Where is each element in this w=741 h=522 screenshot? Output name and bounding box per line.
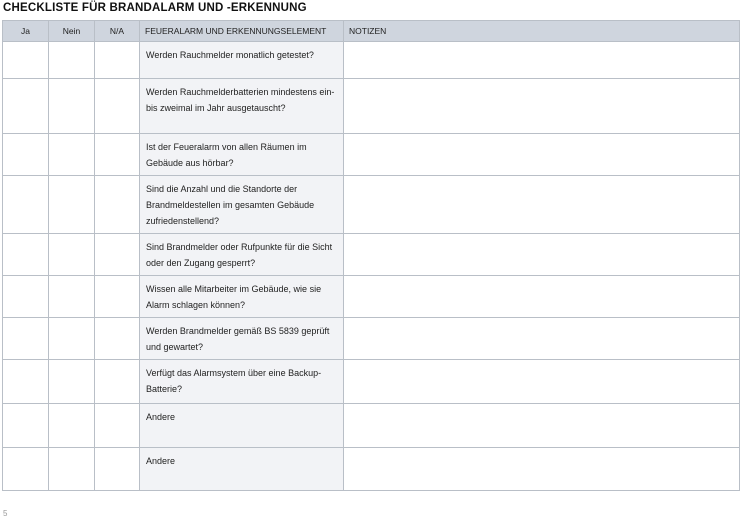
- table-row: [3, 234, 740, 276]
- notes-cell[interactable]: [344, 234, 740, 276]
- table-header-row: [3, 21, 740, 42]
- header-notes: NOTIZEN: [344, 21, 740, 42]
- notes-cell[interactable]: [344, 404, 740, 448]
- ja-cell[interactable]: [3, 448, 49, 491]
- question-text: Verfügt das Alarmsystem über eine Backup-Batterie?: [140, 360, 344, 404]
- nein-cell[interactable]: [49, 448, 95, 491]
- table-row: [3, 404, 740, 448]
- question-text: Sind Brandmelder oder Rufpunkte für die Sicht oder den Zugang gesperrt?: [140, 234, 344, 276]
- notes-cell[interactable]: [344, 448, 740, 491]
- na-cell[interactable]: [95, 448, 140, 491]
- nein-cell[interactable]: [49, 134, 95, 176]
- notes-cell[interactable]: [344, 176, 740, 234]
- question-text: Andere: [140, 448, 344, 491]
- header-na: N/A: [95, 21, 140, 42]
- question-text: Werden Rauchmelder monatlich getestet?: [140, 42, 344, 79]
- question-text: Wissen alle Mitarbeiter im Gebäude, wie sie Alarm schlagen können?: [140, 276, 344, 318]
- nein-cell[interactable]: [49, 276, 95, 318]
- table-row: [3, 79, 740, 134]
- question-text: Ist der Feueralarm von allen Räumen im Gebäude aus hörbar?: [140, 134, 344, 176]
- nein-cell[interactable]: [49, 79, 95, 134]
- question-text: Werden Brandmelder gemäß BS 5839 geprüft und gewartet?: [140, 318, 344, 360]
- na-cell[interactable]: [95, 318, 140, 360]
- table-row: [3, 318, 740, 360]
- ja-cell[interactable]: [3, 79, 49, 134]
- ja-cell[interactable]: [3, 176, 49, 234]
- nein-cell[interactable]: [49, 360, 95, 404]
- table-row: [3, 276, 740, 318]
- table-row: [3, 176, 740, 234]
- notes-cell[interactable]: [344, 318, 740, 360]
- checklist-table: [2, 20, 740, 491]
- table-row: [3, 360, 740, 404]
- na-cell[interactable]: [95, 404, 140, 448]
- notes-cell[interactable]: [344, 79, 740, 134]
- page-title: CHECKLISTE FÜR BRANDALARM UND -ERKENNUNG: [3, 2, 307, 14]
- ja-cell[interactable]: [3, 276, 49, 318]
- ja-cell[interactable]: [3, 42, 49, 79]
- na-cell[interactable]: [95, 276, 140, 318]
- na-cell[interactable]: [95, 134, 140, 176]
- question-text: Werden Rauchmelderbatterien mindestens ein- bis zweimal im Jahr ausgetauscht?: [140, 79, 344, 134]
- notes-cell[interactable]: [344, 276, 740, 318]
- ja-cell[interactable]: [3, 404, 49, 448]
- header-element: FEUERALARM UND ERKENNUNGSELEMENT: [140, 21, 344, 42]
- nein-cell[interactable]: [49, 404, 95, 448]
- question-text: Sind die Anzahl und die Standorte der Brandmeldestellen im gesamten Gebäude zufriedenstellend?: [140, 176, 344, 234]
- ja-cell[interactable]: [3, 134, 49, 176]
- na-cell[interactable]: [95, 79, 140, 134]
- question-text: Andere: [140, 404, 344, 448]
- header-nein: Nein: [49, 21, 95, 42]
- notes-cell[interactable]: [344, 134, 740, 176]
- na-cell[interactable]: [95, 360, 140, 404]
- page-number: 5: [3, 509, 8, 518]
- ja-cell[interactable]: [3, 234, 49, 276]
- table-row: [3, 134, 740, 176]
- table-row: [3, 448, 740, 491]
- na-cell[interactable]: [95, 42, 140, 79]
- ja-cell[interactable]: [3, 360, 49, 404]
- header-ja: Ja: [3, 21, 49, 42]
- notes-cell[interactable]: [344, 360, 740, 404]
- na-cell[interactable]: [95, 234, 140, 276]
- nein-cell[interactable]: [49, 42, 95, 79]
- nein-cell[interactable]: [49, 234, 95, 276]
- nein-cell[interactable]: [49, 176, 95, 234]
- na-cell[interactable]: [95, 176, 140, 234]
- table-row: [3, 42, 740, 79]
- ja-cell[interactable]: [3, 318, 49, 360]
- nein-cell[interactable]: [49, 318, 95, 360]
- notes-cell[interactable]: [344, 42, 740, 79]
